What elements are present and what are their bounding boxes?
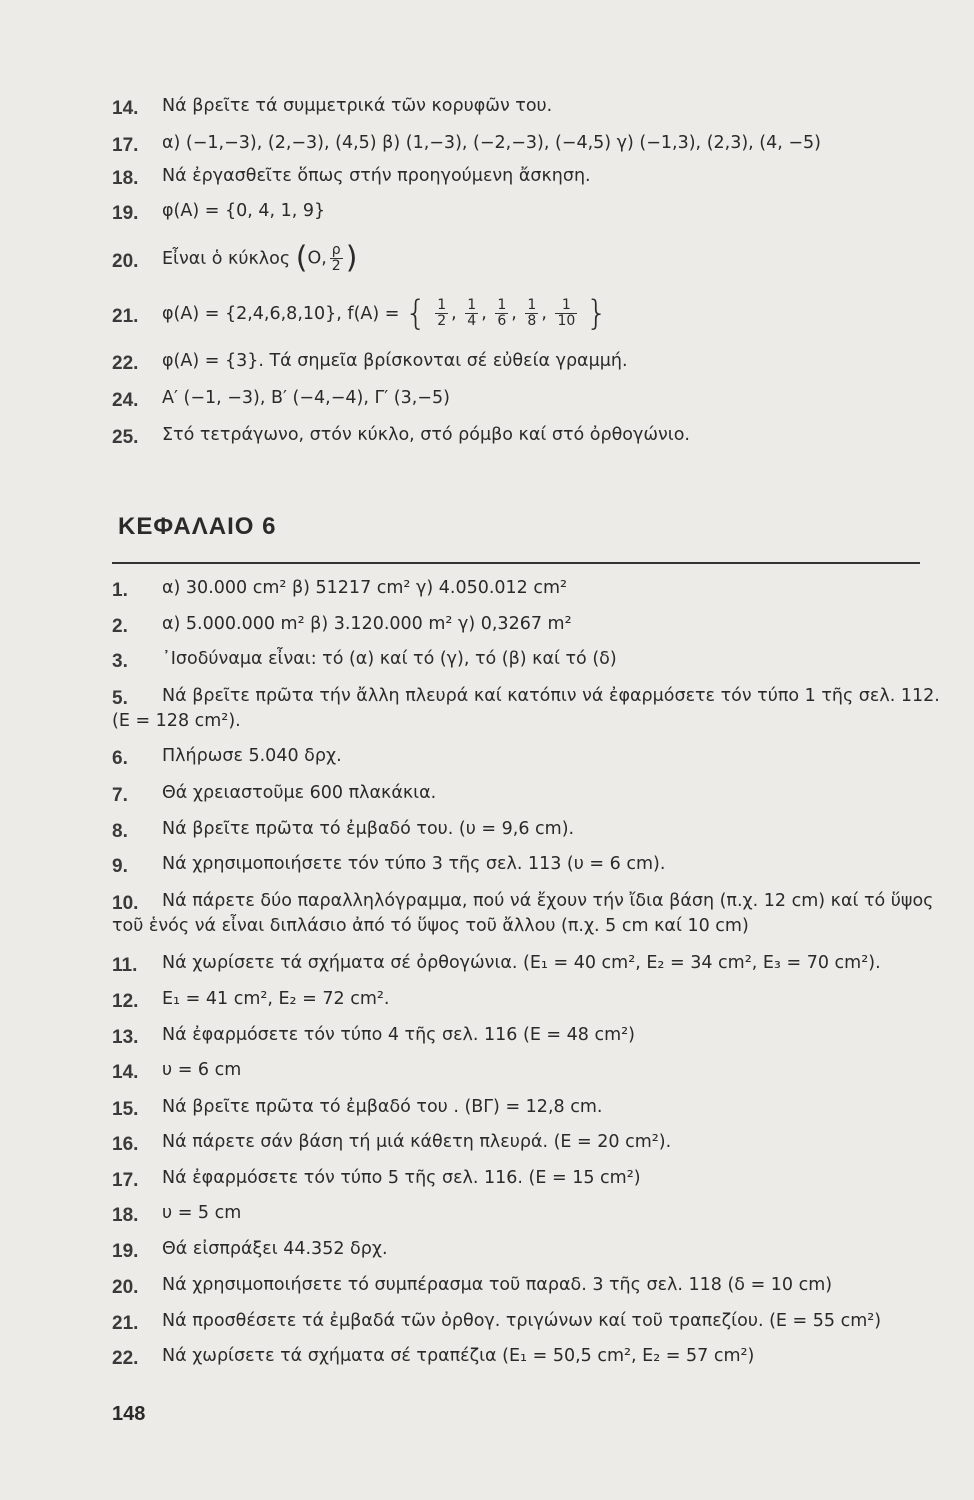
item-number: 9. (112, 856, 128, 877)
item-text: ᾿Ισοδύναμα εἶναι: τό (α) καί τό (γ), τό (β) καί τό (δ) (162, 649, 617, 669)
item-number: 22. (112, 353, 139, 374)
item-text-prefix: Εἶναι ὁ κύκλος (162, 248, 291, 269)
item-text: Νά χρησιμοποιήσετε τό συμπέρασμα τοῦ παραδ. 3 τῆς σελ. 118 (δ = 10 cm) (162, 1275, 833, 1295)
answer-item (112, 745, 944, 770)
item-text: Νά βρεῖτε πρῶτα τό ἐμβαδό του . (ΒΓ) = 12,8 cm. (162, 1097, 603, 1117)
item-number: 3. (112, 651, 128, 672)
item-text: Νά βρεῖτε πρῶτα τήν ἄλλη πλευρά καί κατόπιν νά ἐφαρμόσετε τόν τύπο 1 τῆς σελ. 112. (Ε = 128 cm²). (112, 686, 940, 731)
item-number: 12. (112, 991, 139, 1012)
answer-item (112, 350, 944, 375)
answer-item (112, 1059, 944, 1084)
item-text: Νά χρησιμοποιήσετε τόν τύπο 3 τῆς σελ. 113 (υ = 6 cm). (162, 854, 666, 874)
item-number: 18. (112, 1205, 139, 1226)
item-text: Νά χωρίσετε τά σχήματα σέ τραπέζια (Ε₁ = 50,5 cm², Ε₂ = 57 cm²) (162, 1346, 755, 1366)
item-number: 8. (112, 821, 128, 842)
answer-item (112, 200, 944, 225)
answer-item (112, 613, 944, 638)
item-text: Α′ (−1, −3), Β′ (−4,−4), Γ′ (3,−5) (162, 388, 450, 408)
fraction: $\frac{1}{2}$ (437, 297, 447, 329)
item-number: 20. (112, 250, 139, 272)
item-text: Νά ἐφαρμόσετε τόν τύπο 5 τῆς σελ. 116. (Ε = 15 cm²) (162, 1168, 641, 1188)
fraction: $\frac{1}{10}$ (557, 297, 576, 329)
item-number: 17. (112, 1170, 139, 1191)
item-text: Θά εἰσπράξει 44.352 δρχ. (162, 1239, 388, 1259)
item-text: Νά χωρίσετε τά σχήματα σέ ὀρθογώνια. (Ε₁ = 40 cm², Ε₂ = 34 cm², Ε₃ = 70 cm²). (162, 953, 881, 973)
item-text: α) (−1,−3), (2,−3), (4,5) β) (1,−3), (−2,−3), (−4,5) γ) (−1,3), (2,3), (4, −5) (162, 133, 822, 153)
answer-item (112, 387, 944, 412)
answer-item (112, 1238, 944, 1263)
item-text: υ = 5 cm (162, 1203, 242, 1223)
chapter-heading: ΚΕΦΑΛΑΙΟ 6 (118, 513, 277, 540)
item-number: 1. (112, 580, 128, 601)
answer-item (112, 1024, 944, 1049)
answer-item (112, 782, 944, 807)
item-number: 11. (112, 955, 138, 976)
item-text: φ(Α) = {0, 4, 1, 9} (162, 201, 326, 221)
answer-item (112, 132, 944, 157)
answer-item (112, 165, 944, 190)
answer-item (112, 952, 944, 977)
item-text: Νά πάρετε δύο παραλληλόγραμμα, πού νά ἔχουν τήν ἴδια βάση (π.χ. 12 cm) καί τό ὕψος τοῦ ἑνός νά εἶναι διπλάσιο ἀπό τό ὕψος τοῦ ἄλλου (π.χ. 5 cm καί 10 cm) (112, 891, 934, 936)
item-number: 16. (112, 1134, 139, 1155)
item-text: φ(Α) = {3}. Τά σημεῖα βρίσκονται σέ εὐθεία γραμμή. (162, 351, 628, 371)
item-text: Νά βρεῖτε πρῶτα τό ἐμβαδό του. (υ = 9,6 cm). (162, 819, 575, 839)
item-number: 22. (112, 1348, 139, 1369)
answer-item: 21. φ(Α) = {2,4,6,8,10}, f(A) = { $\frac{1}{2}$ , $\frac{1}{4}$ , $\frac{1}{6}$ , $\frac{1}{8}$ , $\frac{1}{10}$ } (112, 293, 608, 334)
item-number: 13. (112, 1027, 139, 1048)
answer-item (112, 1310, 944, 1335)
item-number: 18. (112, 168, 139, 189)
answer-item (112, 95, 944, 120)
item-number: 10. (112, 893, 139, 914)
page-number: 148 (112, 1403, 146, 1425)
fraction: $\frac{1}{6}$ (497, 297, 507, 329)
fraction: $\frac{1}{4}$ (467, 297, 477, 329)
item-text: υ = 6 cm (162, 1060, 242, 1080)
answer-item (112, 685, 948, 732)
answer-item (112, 1131, 944, 1156)
item-number: 21. (112, 1313, 139, 1334)
answer-item (112, 648, 944, 673)
item-number: 24. (112, 390, 139, 411)
item-text: α) 5.000.000 m² β) 3.120.000 m² γ) 0,3267 m² (162, 614, 572, 634)
item-text: Θά χρειαστοῦμε 600 πλακάκια. (162, 783, 437, 803)
answer-item (112, 1274, 944, 1299)
item-text: Νά ἐφαρμόσετε τόν τύπο 4 τῆς σελ. 116 (Ε = 48 cm²) (162, 1025, 636, 1045)
answer-item (112, 890, 948, 937)
item-text: Νά ἐργασθεῖτε ὅπως στήν προηγούμενη ἄσκηση. (162, 166, 591, 186)
item-number: 15. (112, 1099, 139, 1120)
fraction: $\frac{1}{8}$ (527, 297, 537, 329)
item-text: Νά βρεῖτε τά συμμετρικά τῶν κορυφῶν του. (162, 96, 553, 116)
answer-item: 20. Εἶναι ὁ κύκλος (Ο, $\frac{\rho}{2}$ ) (112, 240, 358, 276)
item-number: 14. (112, 1062, 139, 1083)
item-number: 6. (112, 748, 128, 769)
answer-item (112, 577, 944, 602)
item-text: α) 30.000 cm² β) 51217 cm² γ) 4.050.012 cm² (162, 578, 568, 598)
answer-item (112, 1167, 944, 1192)
item-text: Πλήρωσε 5.040 δρχ. (162, 746, 342, 766)
answer-item (112, 1345, 944, 1370)
item-number: 2. (112, 616, 128, 637)
item-number: 25. (112, 427, 139, 448)
item-text: Νά προσθέσετε τά ἐμβαδά τῶν ὀρθογ. τριγώνων καί τοῦ τραπεζίου. (Ε = 55 cm²) (162, 1311, 882, 1331)
answer-item (112, 988, 944, 1013)
item-text: Ε₁ = 41 cm², Ε₂ = 72 cm². (162, 989, 390, 1009)
item-number: 21. (112, 305, 139, 327)
item-text: Στό τετράγωνο, στόν κύκλο, στό ρόμβο καί στό ὀρθογώνιο. (162, 425, 690, 445)
item-number: 7. (112, 785, 128, 806)
radius-fraction: $\frac{\rho}{2}$ (331, 242, 341, 274)
item-number: 19. (112, 203, 139, 224)
item-text: Νά πάρετε σάν βάση τή μιά κάθετη πλευρά. (Ε = 20 cm²). (162, 1132, 672, 1152)
heading-rule (112, 562, 920, 564)
item-number: 19. (112, 1241, 139, 1262)
answer-item (112, 424, 944, 449)
item-text-prefix: φ(Α) = {2,4,6,8,10}, f(A) = (162, 303, 400, 324)
item-number: 20. (112, 1277, 139, 1298)
answer-item (112, 853, 944, 878)
item-number: 17. (112, 135, 139, 156)
answer-item (112, 1202, 944, 1227)
circle-center: Ο, (307, 248, 327, 269)
answer-item (112, 1096, 944, 1121)
answer-item (112, 818, 944, 843)
item-number: 14. (112, 98, 139, 119)
item-number: 5. (112, 688, 128, 709)
